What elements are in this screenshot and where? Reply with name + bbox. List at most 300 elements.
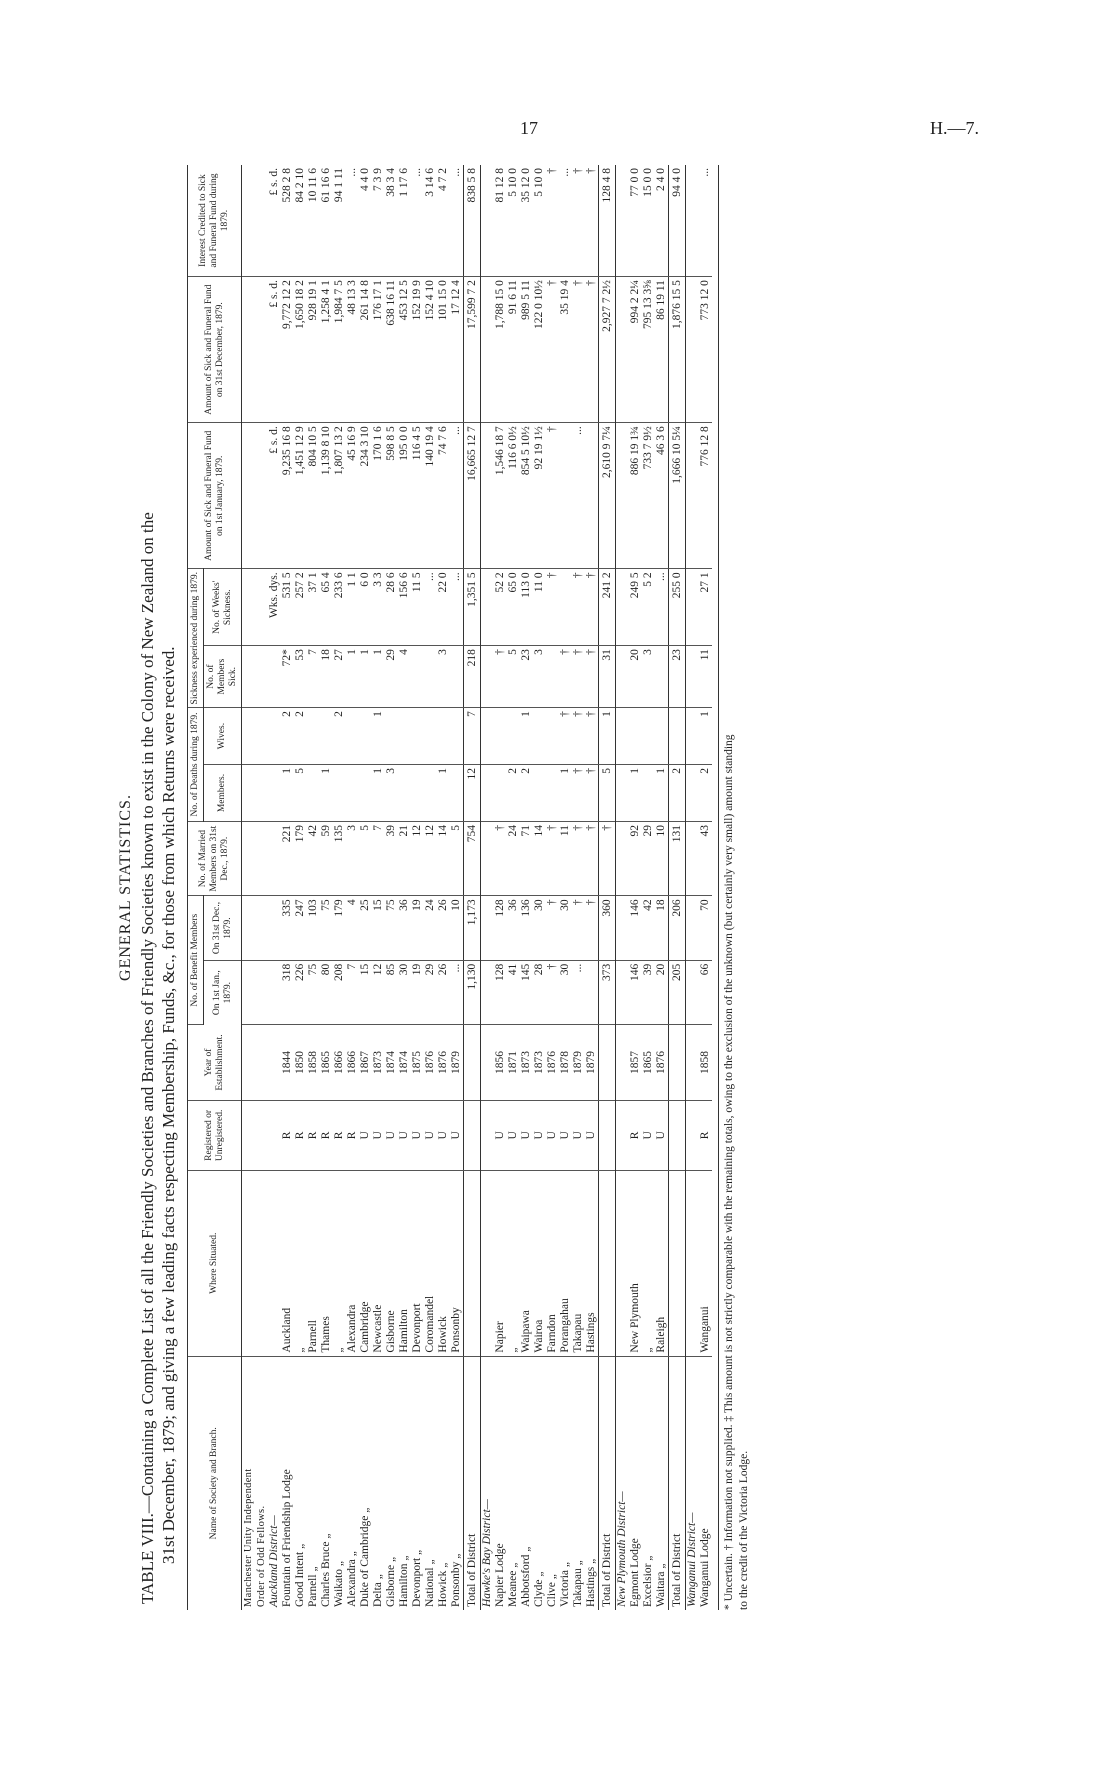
cell-benefit-jan: † [546,960,559,1024]
cell-name: Napier Lodge [494,1543,506,1607]
cell-sick-members: 1 [346,646,359,708]
table-body [242,165,713,1610]
cell-sick-weeks: 233 6 [333,569,346,646]
cell-interest: † [585,165,599,277]
cell-interest: 4 7 2 [437,165,450,277]
cell-sick-weeks: 11 5 [411,569,424,646]
cell-fund-dec: 1,876 15 5 [669,277,686,423]
cell-interest: 10 11 6 [307,165,320,277]
cell-year [481,1025,495,1101]
cell-fund-dec [481,277,495,423]
cell-year: 1871 [507,1025,520,1101]
cell-sick-weeks: ... [450,569,464,646]
cell-benefit-jan: 15 [359,960,372,1024]
cell-where: Coromandel [424,1170,437,1356]
cell-name: Charles Bruce „ [320,1533,332,1607]
cell-fund-jan: 16,665 12 7 [464,423,481,569]
table-title-line2: 31st December, 1879; and giving a few leading facts respecting Membership, Funds, &c., for those from which Returns were received. [159,646,178,1564]
cell-sick-members: † [585,646,599,708]
cell-fund-dec: † [572,277,585,423]
cell-sick-members: 29 [385,646,398,708]
cell-where: Napier [494,1170,507,1356]
cell-where: Parnell [307,1170,320,1356]
cell-registered: U [372,1100,385,1170]
col-header-where: Where Situated. [188,1170,242,1356]
cell-deaths-members: 2 [507,765,520,822]
cell-benefit-dec: † [585,896,599,960]
cell-fund-dec: † [585,277,599,423]
cell-deaths-members: 1 [281,765,294,822]
cell-sick-members: 1 [372,646,385,708]
cell-sick-members [424,646,437,708]
col-header-benefit-members: No. of Benefit Members [188,896,204,1025]
cell-benefit-dec: 247 [294,896,307,960]
cell-registered: U [411,1100,424,1170]
cell-interest: 84 2 10 [294,165,307,277]
cell-deaths-members: 1 [559,765,572,822]
cell-married: 14 [533,822,546,896]
cell-married: 59 [320,822,333,896]
cell-year: 1857 [629,1025,642,1101]
cell-benefit-jan [616,960,630,1024]
cell-year: 1874 [398,1025,411,1101]
cell-where: Wairoa [533,1170,546,1356]
cell-where [669,1170,686,1356]
cell-interest: ... [699,165,712,277]
cell-benefit-jan [481,960,495,1024]
total-row [464,165,481,1610]
cell-name: Total of District [669,1356,686,1610]
cell-sick-members: 4 [398,646,411,708]
cell-married: † [572,822,585,896]
cell-fund-jan: 886 19 1¾ [629,423,642,569]
cell-sick-weeks: Wks. dys. [268,569,281,646]
cell-name: Takapau „ [572,1560,584,1607]
cell-name: Hamilton „ [398,1555,410,1607]
table-row [333,165,346,1610]
table-row [320,165,333,1610]
table-row [359,165,372,1610]
cell-benefit-jan: 205 [669,960,686,1024]
cell-interest: ... [346,165,359,277]
footnote-line2: to the credit of the Victoria Lodge. [738,1450,750,1610]
cell-year: 1875 [411,1025,424,1101]
cell-fund-jan: 74 7 6 [437,423,450,569]
footnotes [718,165,752,1610]
cell-benefit-jan [585,960,599,1024]
cell-year [255,1025,268,1101]
cell-benefit-dec: 18 [655,896,669,960]
cell-sick-weeks: 531 5 [281,569,294,646]
cell-year [616,1025,630,1101]
cell-where: Hamilton [398,1170,411,1356]
cell-year: 1873 [520,1025,533,1101]
cell-interest: 77 0 0 [629,165,642,277]
cell-married: † [494,822,507,896]
cell-where: Cambridge [359,1170,372,1356]
cell-married: 135 [333,822,346,896]
cell-fund-dec [255,277,268,423]
cell-interest: 128 4 8 [599,165,616,277]
cell-deaths-members [616,765,630,822]
cell-sick-members [411,646,424,708]
cell-sick-members: 218 [464,646,481,708]
cell-year [686,1025,700,1101]
cell-deaths-wives: 1 [520,708,533,765]
cell-married: 14 [437,822,450,896]
cell-married [616,822,630,896]
table-row [572,165,585,1610]
cell-registered [242,1100,256,1170]
cell-benefit-dec: 335 [281,896,294,960]
cell-benefit-jan [255,960,268,1024]
cell-sick-members: 20 [629,646,642,708]
cell-name: Abbotsford „ [520,1546,532,1607]
cell-benefit-dec: 25 [359,896,372,960]
cell-benefit-jan: 75 [307,960,320,1024]
cell-sick-members: 53 [294,646,307,708]
cell-year: 1879 [450,1025,464,1101]
cell-year: 1878 [559,1025,572,1101]
cell-sick-weeks: 113 0 [520,569,533,646]
cell-registered: R [333,1100,346,1170]
cell-registered [599,1100,616,1170]
cell-year: 1867 [359,1025,372,1101]
cell-name: Manchester Unity Independent [243,1468,254,1607]
cell-registered: R [294,1100,307,1170]
cell-deaths-members: 3 [385,765,398,822]
cell-interest [242,165,256,277]
cell-fund-jan: 1,807 13 2 [333,423,346,569]
cell-registered: U [437,1100,450,1170]
society-title-row [242,165,256,1610]
cell-deaths-members: 1 [320,765,333,822]
cell-where [464,1170,481,1356]
cell-benefit-dec: 10 [450,896,464,960]
cell-sick-members: 3 [533,646,546,708]
cell-married [255,822,268,896]
cell-fund-jan: 116 4 5 [411,423,424,569]
cell-name: Order of Odd Fellows. [256,1505,267,1607]
cell-married: 12 [411,822,424,896]
cell-where: Alexandra [346,1170,359,1356]
cell-name: Excelsior „ [642,1555,654,1607]
cell-benefit-jan [268,960,281,1024]
cell-year: 1876 [437,1025,450,1101]
cell-fund-dec: 35 19 4 [559,277,572,423]
cell-benefit-dec: 206 [669,896,686,960]
cell-fund-dec: 773 12 0 [699,277,712,423]
cell-where [268,1170,281,1356]
footnote-line1: * Uncertain. † Information not supplied. ‡ This amount is not strictly comparable with the remaining totals, owing to the exclusion of the unknown (but certainly very small) amount standing [723,734,735,1610]
cell-benefit-dec: 24 [424,896,437,960]
cell-fund-dec: 1,650 18 2 [294,277,307,423]
cell-fund-jan: 1,546 18 7 [494,423,507,569]
cell-year: 1874 [385,1025,398,1101]
cell-deaths-wives [481,708,495,765]
cell-deaths-wives [242,708,256,765]
cell-sick-members: 11 [699,646,712,708]
cell-sick-weeks: 1 1 [346,569,359,646]
cell-sick-weeks: 65 4 [320,569,333,646]
col-header-deaths: No. of Deaths during 1879. [188,708,204,822]
col-header-year: Year of Establishment. [188,1025,242,1101]
cell-benefit-dec [481,896,495,960]
cell-registered: U [424,1100,437,1170]
cell-deaths-members: 12 [464,765,481,822]
cell-married: 5 [450,822,464,896]
cell-benefit-jan: ... [450,960,464,1024]
total-row [599,165,616,1610]
cell-where: „ [507,1170,520,1356]
cell-name: Wanganui Lodge [699,1528,711,1607]
cell-benefit-dec [686,896,700,960]
cell-year: 1873 [533,1025,546,1101]
cell-benefit-dec: † [546,896,559,960]
cell-sick-weeks: 156 6 [398,569,411,646]
cell-fund-dec: 261 14 8 [359,277,372,423]
cell-benefit-dec: 75 [385,896,398,960]
cell-fund-jan: † [546,423,559,569]
cell-interest: 81 12 8 [494,165,507,277]
cell-interest: 5 10 0 [507,165,520,277]
col-header-fund-dec: Amount of Sick and Funeral Fund on 31st December, 1879. [188,277,242,423]
cell-fund-dec: 152 19 9 [411,277,424,423]
cell-interest: ... [450,165,464,277]
cell-name: Parnell „ [307,1566,319,1607]
cell-year: 1876 [655,1025,669,1101]
cell-deaths-members [642,765,655,822]
cell-benefit-jan: 80 [320,960,333,1024]
cell-fund-jan [616,423,630,569]
cell-where: „ [333,1170,346,1356]
cell-fund-dec: 989 5 11 [520,277,533,423]
cell-where [255,1170,268,1356]
cell-deaths-wives [533,708,546,765]
cell-deaths-members [411,765,424,822]
cell-deaths-wives: 1 [699,708,712,765]
cell-registered [686,1100,700,1170]
cell-sick-weeks: † [572,569,585,646]
cell-sick-weeks [686,569,700,646]
cell-deaths-members [307,765,320,822]
cell-deaths-members [359,765,372,822]
cell-benefit-dec [255,896,268,960]
cell-benefit-dec: 19 [411,896,424,960]
cell-registered [255,1100,268,1170]
cell-where: Porangahau [559,1170,572,1356]
cell-where: Farndon [546,1170,559,1356]
cell-deaths-wives: 7 [464,708,481,765]
cell-benefit-jan: 128 [494,960,507,1024]
cell-benefit-jan: 28 [533,960,546,1024]
cell-year [242,1025,256,1101]
cell-sick-members: 72* [281,646,294,708]
cell-interest: † [546,165,559,277]
cell-sick-members: † [494,646,507,708]
cell-sick-members: 27 [333,646,346,708]
cell-where: Gisborne [385,1170,398,1356]
cell-sick-weeks: 6 0 [359,569,372,646]
cell-benefit-jan: 41 [507,960,520,1024]
cell-deaths-members [494,765,507,822]
cell-benefit-jan: 29 [424,960,437,1024]
cell-year [268,1025,281,1101]
cell-deaths-wives [450,708,464,765]
cell-married: 7 [372,822,385,896]
cell-interest: 35 12 0 [520,165,533,277]
table-row [424,165,437,1610]
cell-where: Hastings [585,1170,599,1356]
cell-name: Clive „ [546,1574,558,1607]
cell-sick-members: 23 [669,646,686,708]
cell-benefit-dec: 136 [520,896,533,960]
cell-sick-members [268,646,281,708]
cell-benefit-dec [242,896,256,960]
cell-deaths-wives [424,708,437,765]
table-header [188,165,242,1610]
cell-sick-weeks: 11 0 [533,569,546,646]
cell-registered: U [655,1100,669,1170]
cell-fund-jan: 46 3 6 [655,423,669,569]
cell-fund-dec: 17 12 4 [450,277,464,423]
cell-registered: R [281,1100,294,1170]
cell-deaths-wives [255,708,268,765]
cell-fund-dec: 994 2 2¼ [629,277,642,423]
col-header-benefit-jan: On 1st Jan., 1879. [204,960,242,1024]
cell-sick-members: 3 [437,646,450,708]
cell-registered: U [585,1100,599,1170]
cell-registered: U [546,1100,559,1170]
total-row [669,165,686,1610]
table-row [494,165,507,1610]
cell-deaths-wives [546,708,559,765]
cell-fund-dec: 86 19 11 [655,277,669,423]
table-row [398,165,411,1610]
cell-sick-weeks: 3 3 [372,569,385,646]
cell-deaths-members [242,765,256,822]
cell-married: 39 [385,822,398,896]
cell-sick-members: 31 [599,646,616,708]
section-row [481,165,495,1610]
cell-fund-dec: 91 6 11 [507,277,520,423]
table-row [533,165,546,1610]
cell-sick-weeks: 22 0 [437,569,450,646]
cell-benefit-jan: 226 [294,960,307,1024]
cell-fund-dec [242,277,256,423]
cell-benefit-dec: 75 [320,896,333,960]
cell-sick-weeks: 27 1 [699,569,712,646]
col-header-registered: Registered or Unregistered. [188,1100,242,1170]
cell-deaths-members [268,765,281,822]
cell-interest [686,165,700,277]
cell-fund-jan [255,423,268,569]
cell-fund-dec: 453 12 5 [398,277,411,423]
cell-benefit-dec: 179 [333,896,346,960]
cell-registered: U [385,1100,398,1170]
cell-deaths-members: 1 [372,765,385,822]
cell-deaths-wives [398,708,411,765]
cell-where [616,1170,630,1356]
cell-deaths-wives [385,708,398,765]
cell-registered [669,1100,686,1170]
cell-year: 1850 [294,1025,307,1101]
cell-benefit-dec: 42 [642,896,655,960]
table-row [520,165,533,1610]
cell-sick-weeks: 1,351 5 [464,569,481,646]
cell-benefit-dec: 36 [398,896,411,960]
cell-name: Alexandra „ [346,1551,358,1607]
cell-deaths-wives [507,708,520,765]
cell-benefit-dec: 15 [372,896,385,960]
cell-benefit-dec: 103 [307,896,320,960]
cell-deaths-members: † [585,765,599,822]
cell-name: New Plymouth District— [616,1491,628,1607]
table-row [385,165,398,1610]
cell-interest: 838 5 8 [464,165,481,277]
cell-benefit-dec: 146 [629,896,642,960]
cell-sick-members [616,646,630,708]
cell-registered: U [398,1100,411,1170]
cell-registered: U [559,1100,572,1170]
cell-benefit-jan: 12 [372,960,385,1024]
section-row [686,165,700,1610]
cell-deaths-wives [307,708,320,765]
cell-fund-dec: 2,927 7 2½ [599,277,616,423]
cell-interest [481,165,495,277]
cell-deaths-members [686,765,700,822]
cell-deaths-wives: 2 [294,708,307,765]
cell-name: Clyde „ [533,1571,545,1607]
cell-deaths-wives [494,708,507,765]
cell-fund-dec: 1,788 15 0 [494,277,507,423]
cell-sick-members: † [559,646,572,708]
cell-interest: 528 2 8 [281,165,294,277]
cell-year: 1866 [346,1025,359,1101]
cell-registered: U [450,1100,464,1170]
cell-sick-members [546,646,559,708]
cell-fund-jan: 854 5 10½ [520,423,533,569]
cell-where: „ [294,1170,307,1356]
cell-deaths-wives [686,708,700,765]
cell-year [599,1025,616,1101]
cell-deaths-members: 1 [655,765,669,822]
col-header-deaths-wives: Wives. [204,708,242,765]
cell-married: 29 [642,822,655,896]
cell-deaths-members [424,765,437,822]
cell-deaths-wives: 2 [333,708,346,765]
cell-interest: 61 16 6 [320,165,333,277]
cell-interest: 38 3 4 [385,165,398,277]
cell-deaths-members [546,765,559,822]
table-row [629,165,642,1610]
cell-benefit-dec: 26 [437,896,450,960]
cell-where: „ [642,1170,655,1356]
section-row [268,165,281,1610]
col-header-sick-weeks: No. of Weeks' Sickness. [204,569,242,646]
cell-married: † [546,822,559,896]
cell-sick-weeks: † [546,569,559,646]
cell-name: Total of District [464,1356,481,1610]
cell-fund-dec: 638 16 11 [385,277,398,423]
cell-interest [255,165,268,277]
cell-name: Duke of Cambridge „ [359,1507,371,1607]
cell-sick-weeks: 255 0 [669,569,686,646]
cell-fund-dec: 101 15 0 [437,277,450,423]
cell-interest: ... [559,165,572,277]
cell-married: 179 [294,822,307,896]
cell-fund-dec: † [546,277,559,423]
